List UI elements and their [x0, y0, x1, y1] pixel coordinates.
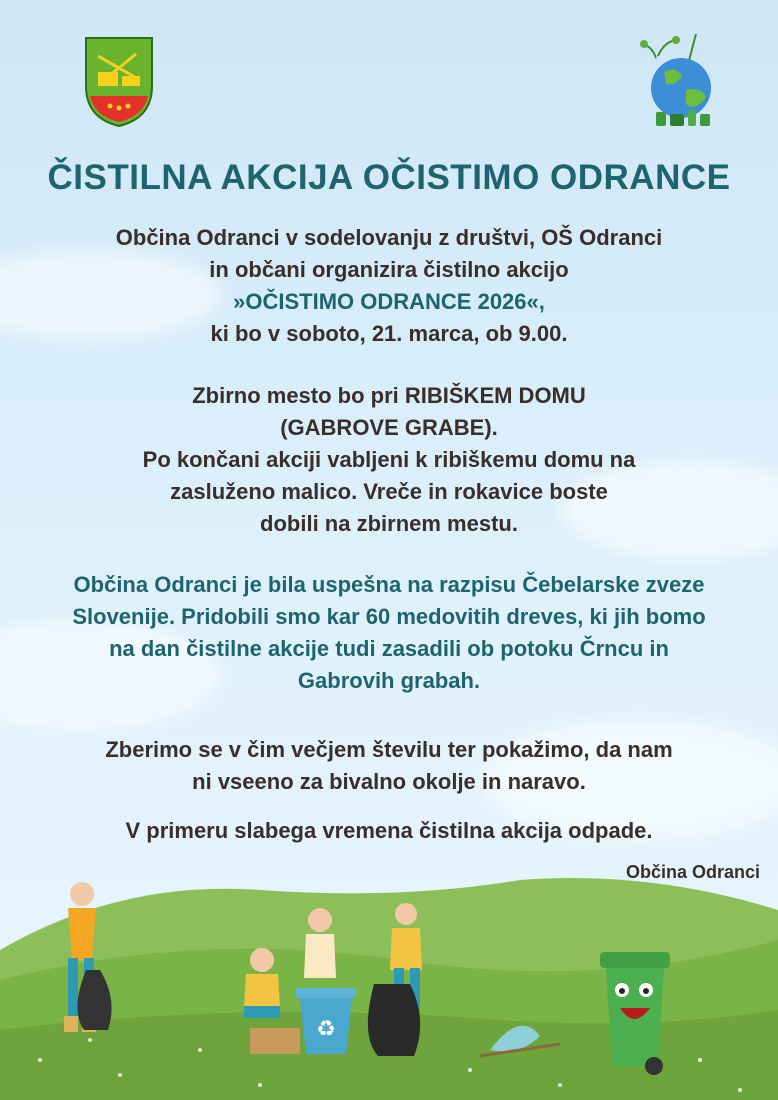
- appeal-line: Zberimo se v čim večjem številu ter pokažimo, da nam: [105, 737, 673, 762]
- weather-line: V primeru slabega vremena čistilna akcija odpade.: [125, 818, 653, 843]
- weather-notice: [0, 815, 778, 847]
- volunteer-figure: [304, 908, 336, 978]
- meeting-paragraph: [0, 380, 778, 540]
- intro-line: Občina Odranci v sodelovanju z društvi, OŠ Odranci: [115, 225, 663, 250]
- trees-line: Občina Odranci je bila uspešna na razpisu Čebelarske zveze: [73, 572, 705, 597]
- meeting-line: dobili na zbirnem mestu.: [260, 511, 518, 536]
- trash-bag-icon: [368, 984, 420, 1056]
- trees-paragraph: [0, 569, 778, 697]
- meeting-line: Zbirno mesto bo pri RIBIŠKEM DOMU: [192, 383, 586, 408]
- appeal-paragraph: [0, 734, 778, 798]
- meeting-line: Po končani akciji vabljeni k ribiškemu domu na: [142, 447, 636, 472]
- cleanup-illustration: [0, 860, 778, 1100]
- intro-paragraph: [0, 222, 778, 350]
- intro-line: »OČISTIMO ODRANCE 2026«,: [233, 289, 545, 314]
- trees-line: Gabrovih grabah.: [297, 668, 481, 693]
- earth-recycling-icon: [636, 28, 726, 128]
- svg-text:♻: ♻: [316, 1017, 336, 1042]
- trees-line: Slovenije. Pridobili smo kar 60 medovitih dreves, ki jih bomo: [72, 604, 706, 629]
- page-title: ČISTILNA AKCIJA OČISTIMO ODRANCE: [47, 158, 731, 197]
- meeting-line: (GABROVE GRABE).: [280, 415, 498, 440]
- signature: Občina Odranci: [625, 862, 760, 882]
- appeal-line: ni vseeno za bivalno okolje in naravo.: [192, 769, 586, 794]
- intro-line: in občani organizira čistilno akcijo: [209, 257, 569, 282]
- intro-line: ki bo v soboto, 21. marca, ob 9.00.: [210, 321, 568, 346]
- trees-line: na dan čistilne akcije tudi zasadili ob potoku Črncu in: [109, 636, 669, 661]
- recycling-bin-icon: [296, 988, 356, 1054]
- coat-of-arms-icon: [84, 36, 154, 128]
- meeting-line: zasluženo malico. Vreče in rokavice boste: [170, 479, 608, 504]
